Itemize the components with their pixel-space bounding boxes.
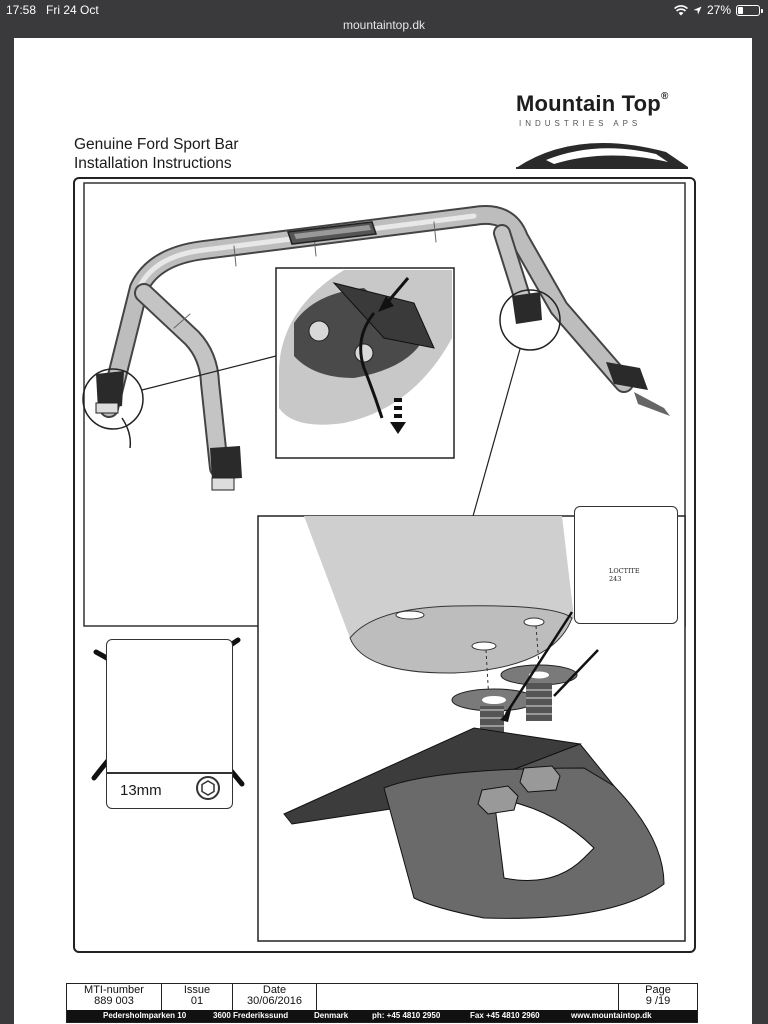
company-logo-subtitle: INDUSTRIES APS <box>519 119 642 128</box>
status-time: 17:58 <box>6 3 37 17</box>
footer-date: Date 30/06/2016 <box>233 984 317 1011</box>
company-logo-name: Mountain Top® <box>516 91 669 116</box>
footer-fax: Fax +45 4810 2960 <box>470 1011 540 1020</box>
status-date: Fri 24 Oct <box>46 3 99 17</box>
footer-address: Pedersholmparken 10 <box>103 1011 187 1020</box>
wire-detail-inset <box>276 268 454 458</box>
footer-phone: ph: +45 4810 2950 <box>372 1011 441 1020</box>
document-page <box>14 38 752 1024</box>
footer-country: Denmark <box>314 1011 349 1020</box>
url-bar[interactable] <box>0 17 768 37</box>
url-text: mountaintop.dk <box>342 18 426 32</box>
tool-panel-divider <box>106 772 233 774</box>
title-line-2: Installation Instructions <box>74 155 232 172</box>
footer-website: www.mountaintop.dk <box>571 1011 652 1020</box>
status-indicators <box>674 3 760 17</box>
footer-issue: Issue 01 <box>162 984 233 1011</box>
footer-page: Page 9 /19 <box>645 984 671 1007</box>
battery-icon <box>736 5 760 16</box>
footer-mti: MTI-number 889 003 <box>67 984 162 1011</box>
location-icon <box>693 6 702 15</box>
battery-percent: 27% <box>706 3 731 17</box>
footer-blank <box>317 984 619 1011</box>
loctite-panel <box>574 506 678 624</box>
footer-contact-bar <box>67 1010 697 1022</box>
loctite-label: LOCTITE 243 <box>609 567 640 583</box>
tool-size-label: 13mm <box>120 782 162 799</box>
hex-nut-icon <box>195 775 221 801</box>
document-footer <box>66 983 698 1023</box>
wifi-icon <box>674 5 688 16</box>
footer-city: 3600 Frederikssund <box>213 1011 289 1020</box>
title-line-1: Genuine Ford Sport Bar <box>74 136 239 153</box>
